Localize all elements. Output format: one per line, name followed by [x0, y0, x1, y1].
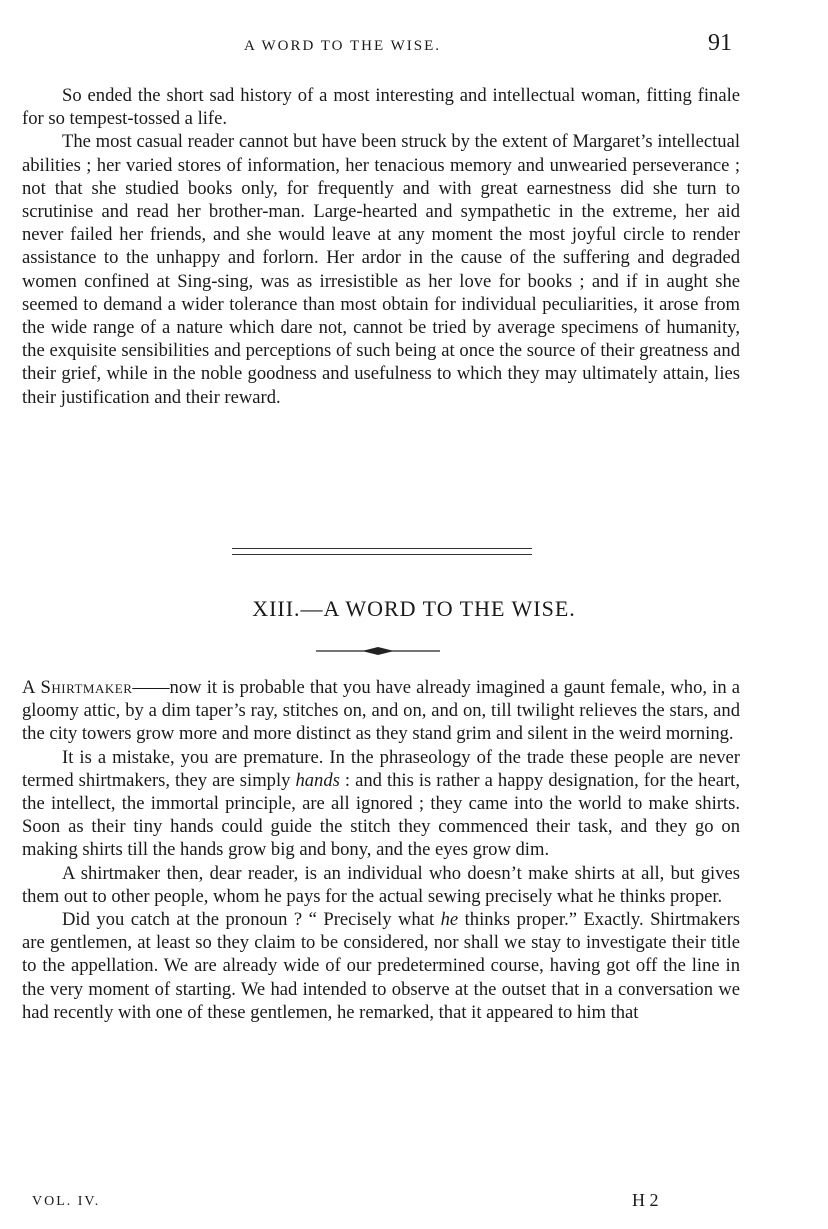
volume-label: VOL. IV. — [32, 1194, 101, 1209]
paragraph: Did you catch at the pronoun ? “ Precisely what he thinks proper.” Exactly. Shirtmakers are gentlemen, at least so they claim to be considered, nor shall we stay to investigate their title to the appellation. We are already wide of our predetermined course, having got off the line in the very moment of starting. We had intended to observe at the outset that in a conversation we had recently with one of these gentlemen, he remarked, that it appeared to him that — [22, 909, 740, 1023]
running-header — [0, 30, 828, 60]
paragraph: The most casual reader cannot but have been struck by the extent of Margaret’s intellectual abilities ; her varied stores of information, her tenacious memory and unwearied perseverance ; not that she studied books only, for frequently and with great earnestness did she turn to scrutinise and read her brother-man. Large-hearted and sympathetic in the extreme, her aid never failed her friends, and she would leave at any moment the most joyful circle to render assistance to the unhappy and forlorn. Her ardor in the cause of the suffering and degraded women confined at Sing-sing, was as irresistible as her love for books ; and if in aught she seemed to demand a wider tolerance than most obtain for individual peculiarities, it arose from the wide range of a nature which dare not, cannot be tried by average specimens of humanity, the exquisite sensibilities and perceptions of such being at once the source of their greatness and their grief, while in the noble goodness and usefulness to which they may ultimately attain, lies their justification and their reward. — [22, 131, 740, 408]
page-footer — [0, 1190, 828, 1216]
lead-word: A Shirtmaker — [22, 677, 133, 698]
paragraph: A shirtmaker then, dear reader, is an individual who doesn’t make shirts at all, but gives them out to other people, whom he pays for the actual sewing precisely what he thinks proper. — [22, 862, 740, 907]
section-title: XIII.—A WORD TO THE WISE. — [252, 596, 576, 621]
section-2-text — [22, 676, 740, 1024]
paragraph: It is a mistake, you are premature. In the phraseology of the trade these people are never termed shirtmakers, they are simply hands : and this is rather a happy designation, for the heart, the intellect, the immortal principle, are all ignored ; they came into the world to make shirts. Soon as their tiny hands could guide the stitch they commenced their task, and they go on making shirts till the hands grow big and bony, and the eyes grow dim. — [22, 746, 740, 861]
ornament-dash — [316, 646, 440, 656]
paragraph: So ended the short sad history of a most interesting and intellectual woman, fitting finale for so tempest-tossed a life. — [22, 85, 740, 130]
emphasis: he — [440, 909, 459, 931]
paragraph: A Shirtmaker——now it is probable that you have already imagined a gaunt female, who, in a gloomy attic, by a dim taper’s ray, stitches on, and on, and on, till twilight relieves the stars, and the city towers grow more and more distinct as they stand grim and silent in the weird morning. — [22, 677, 740, 745]
signature-mark: H 2 — [632, 1190, 659, 1210]
page-number: 91 — [708, 30, 732, 56]
section-divider — [232, 548, 532, 555]
emphasis: hands — [295, 769, 340, 791]
running-title: A WORD TO THE WISE. — [244, 38, 442, 54]
section-1-text — [22, 84, 740, 409]
